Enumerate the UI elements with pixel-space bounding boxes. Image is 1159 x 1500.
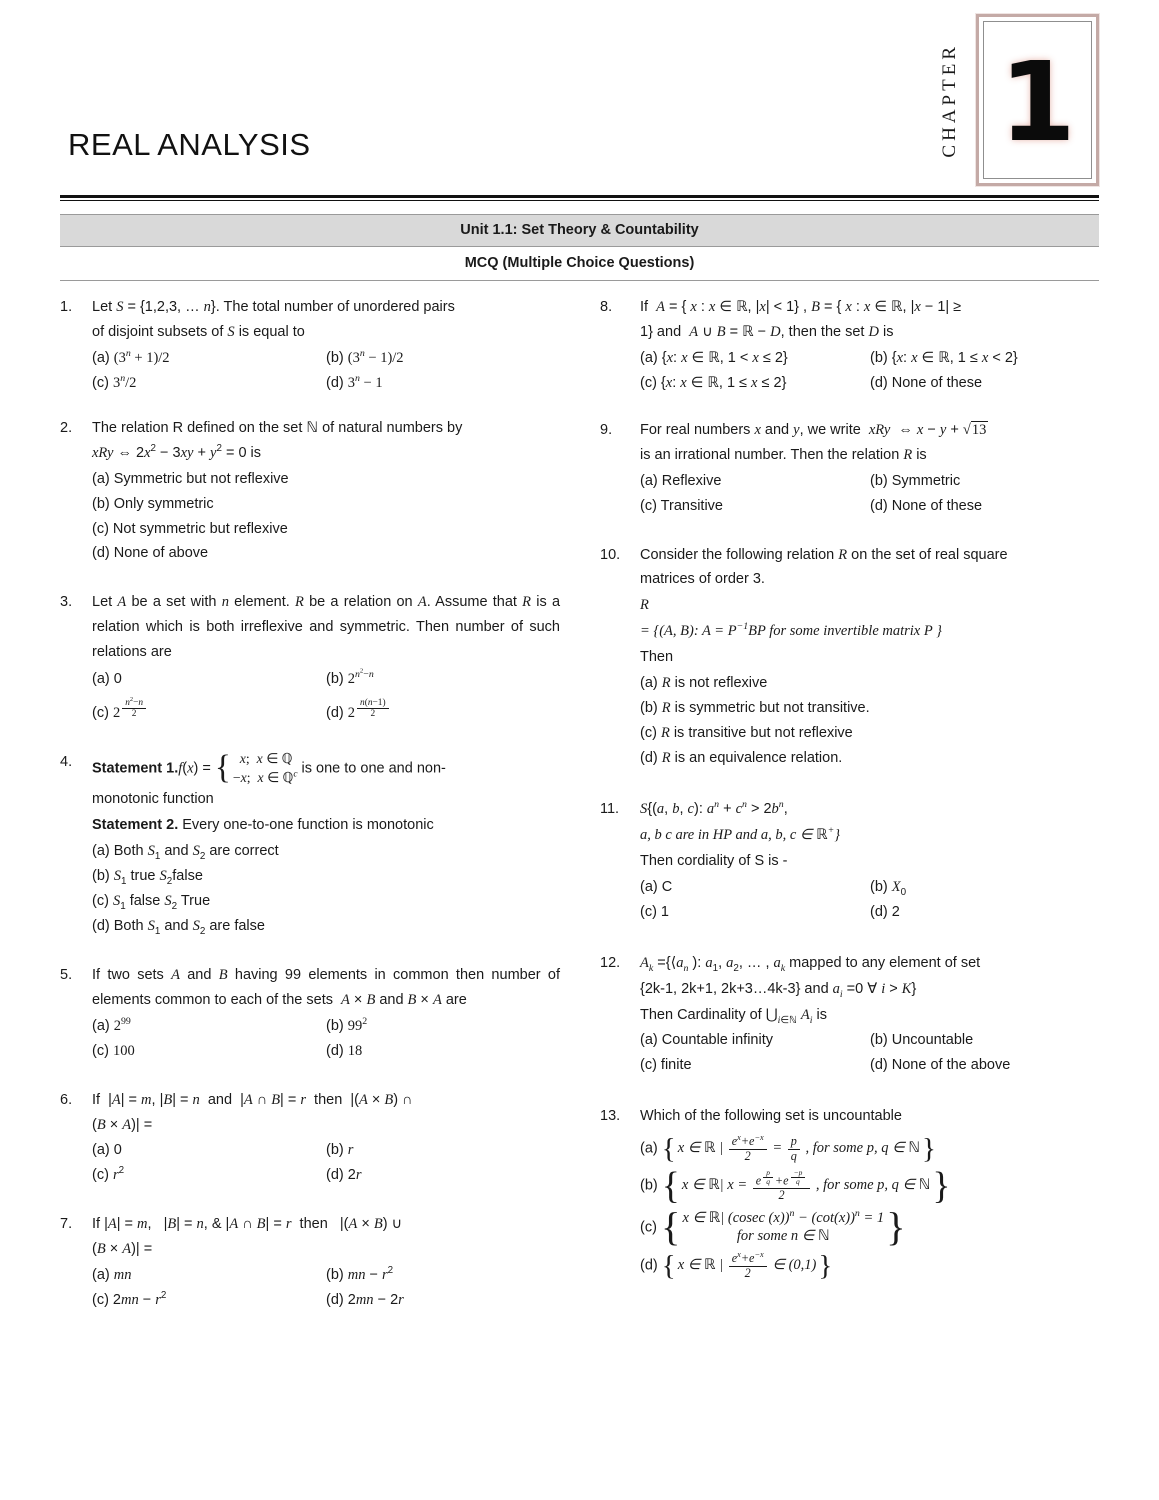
question-8-option-d[interactable]: (d) None of these bbox=[870, 374, 983, 391]
question-9-option-b[interactable]: (b) Symmetric bbox=[870, 472, 961, 489]
question-13-stem: Which of the following set is uncountable bbox=[640, 1108, 902, 1125]
question-12-option-c[interactable]: (c) finite bbox=[640, 1057, 692, 1074]
question-9-number: 9. bbox=[600, 421, 613, 438]
statement-1-label: Statement 1. bbox=[92, 760, 179, 777]
question-2-stem: The relation R defined on the set ℕ of natural numbers by xRy ⇔ $2x^2 - 3xy + y^2 = 0$ is bbox=[92, 419, 463, 461]
question-6-option-d[interactable]: (d) 2r bbox=[326, 1167, 362, 1184]
chapter-number: 1 bbox=[999, 38, 1076, 166]
question-10-option-d[interactable]: (d) R is an equivalence relation. bbox=[640, 750, 843, 766]
question-4-option-c[interactable]: (c) $S_1$ false $S_2$ True bbox=[92, 892, 211, 912]
question-1 bbox=[60, 295, 560, 396]
question-4-statement-2 bbox=[92, 813, 560, 838]
question-13-option-a[interactable]: (a) { x ∈ ℝ | $\frac{e^x+e^{-x}}{2}$ = $\frac{p}{q}$ , for some p, q ∈ ℕ } bbox=[640, 1133, 936, 1165]
question-8-number: 8. bbox=[600, 299, 613, 315]
question-13-number: 13. bbox=[600, 1108, 621, 1125]
question-11-option-b[interactable]: (b) $X_0$ bbox=[870, 878, 907, 898]
question-5-option-a[interactable]: (a) $2^{99}$ bbox=[92, 1015, 131, 1034]
question-6-option-c[interactable]: (c) $r^2$ bbox=[92, 1165, 125, 1184]
question-1-number: 1. bbox=[60, 299, 73, 315]
question-columns bbox=[60, 295, 1099, 1333]
question-5-option-c[interactable]: (c) 100 bbox=[92, 1042, 135, 1059]
question-1-stem: Let S = {1,2,3, … n}. The total number of unordered pairs of disjoint subsets of S is equal to bbox=[92, 299, 455, 340]
question-12-option-a[interactable]: (a) Countable infinity bbox=[640, 1032, 773, 1049]
question-13-option-b[interactable]: (b) { x ∈ ℝ| x = e $^{\frac{p}{q}}$ +e $^{\frac{-p}{q}}$ 2 , for some p, q ∈ ℕ } bbox=[640, 1164, 951, 1207]
question-3-option-d[interactable]: (d) 2 $^{\frac{n(n-1)}{2}}$ bbox=[326, 692, 560, 726]
question-4-number: 4. bbox=[60, 753, 73, 770]
question-1-option-d[interactable]: (d) $3^n - 1$ bbox=[326, 372, 383, 391]
question-9-option-c[interactable]: (c) Transitive bbox=[640, 497, 723, 514]
piecewise-row-1: x; x ∈ ℚ bbox=[239, 750, 293, 767]
question-13-option-c[interactable]: (c) { x ∈ ℝ| (cosec $(x))^n - (\cot(x))^n = 1$ for some n ∈ ℕ } bbox=[640, 1204, 906, 1250]
question-10-option-a[interactable]: (a) R is not reflexive bbox=[640, 675, 768, 692]
question-7 bbox=[60, 1212, 560, 1313]
question-12-stem-line1: $A_k$ $=\{⟨a_n$ ): $a_1$, $a_2$, … , $a_k$ mapped to any element of set bbox=[640, 954, 981, 974]
question-12 bbox=[600, 951, 1100, 1079]
question-4-statement-1: Statement 1.f(x) = { x; x ∈ ℚ −x; x ∈ ℚ$^c$ is one to one and non- monotonic function bbox=[92, 749, 446, 808]
question-13-option-d-label: (d) bbox=[640, 1257, 658, 1274]
question-13-option-d[interactable]: (d) { x ∈ ℝ | $\frac{e^x+e^{-x}}{2}$ ∈ (0,1) } bbox=[640, 1249, 833, 1282]
question-5-number: 5. bbox=[60, 966, 73, 983]
question-10-stem: Consider the following relation R on the set of real square matrices of order 3. bbox=[640, 546, 1008, 588]
page-header bbox=[60, 0, 1099, 195]
question-2-option-a[interactable]: (a) Symmetric but not reflexive bbox=[92, 470, 289, 487]
question-10-relation-definition: = {(A, B): $A = P^{-1}BP$ for some invertible matrix P } bbox=[640, 621, 942, 640]
question-3-option-c[interactable]: (c) 2 $^{\frac{n^2-n}{2}}$ bbox=[92, 692, 326, 726]
chapter-number-frame bbox=[976, 14, 1099, 186]
header-divider bbox=[60, 195, 1099, 201]
question-1-option-a[interactable]: (a) $(3^n + 1)/2$ bbox=[92, 348, 170, 366]
question-6-stem: If |A| = m, |B| = n and |A ∩ B| = r then |(A × B) ∩ (B × A)| = bbox=[92, 1091, 413, 1133]
question-10-option-c[interactable]: (c) R is transitive but not reflexive bbox=[640, 725, 853, 742]
chapter-label-text: CHAPTER bbox=[939, 42, 960, 158]
question-2 bbox=[60, 416, 560, 567]
question-7-number: 7. bbox=[60, 1216, 73, 1233]
question-12-option-d[interactable]: (d) None of the above bbox=[870, 1057, 1011, 1074]
question-4-option-b[interactable]: (b) $S_1$ true $S_2false$ bbox=[92, 868, 203, 887]
question-2-option-d[interactable]: (d) None of above bbox=[92, 545, 209, 562]
question-7-option-d[interactable]: (d) 2mn − 2r bbox=[326, 1292, 404, 1309]
question-2-option-c[interactable]: (c) Not symmetric but reflexive bbox=[92, 520, 288, 537]
question-5-stem: If two sets A and B having 99 elements in common then number of elements common to each of the sets A × B and B × A are bbox=[92, 966, 560, 1008]
question-8-stem: If A = { x : x ∈ ℝ, |x| < 1} , B = { x : x ∈ ℝ, |x − 1| ≥ 1} and A ∪ B = ℝ − D, then the set D is bbox=[640, 299, 962, 340]
question-8 bbox=[600, 295, 1100, 396]
question-13-option-b-label: (b) bbox=[640, 1177, 658, 1194]
unit-title-bar: Unit 1.1: Set Theory & Countability bbox=[60, 214, 1099, 247]
question-7-option-c[interactable]: (c) $2mn - r^2$ bbox=[92, 1290, 167, 1309]
question-2-option-b[interactable]: (b) Only symmetric bbox=[92, 495, 214, 512]
question-2-number: 2. bbox=[60, 419, 73, 436]
question-4 bbox=[60, 750, 560, 939]
question-11 bbox=[600, 797, 1100, 925]
question-5 bbox=[60, 963, 560, 1064]
question-13-option-c-line1: x ∈ ℝ| (cosec $(x))^n - (\cot(x))^n = 1$ bbox=[682, 1207, 885, 1226]
question-8-option-c[interactable]: (c) {x: x ∈ ℝ, 1 ≤ x ≤ 2} bbox=[640, 374, 787, 391]
question-9-stem: For real numbers x and y, we write xRy ⇔ x − y + √13 is an irrational number. Then the relation R is bbox=[640, 421, 987, 463]
question-6 bbox=[60, 1088, 560, 1189]
left-column bbox=[60, 295, 560, 1333]
question-3-stem: Let A be a set with n element. R be a relation on A. Assume that R is a relation which is both irreflexive and symmetric. Then number of such relations are bbox=[92, 594, 561, 661]
question-13 bbox=[600, 1104, 1100, 1280]
question-11-number: 11. bbox=[600, 800, 620, 817]
question-10-then: Then bbox=[640, 649, 674, 666]
question-12-number: 12. bbox=[600, 954, 621, 971]
question-13-option-c-label: (c) bbox=[640, 1219, 657, 1236]
question-12-stem-line3: Then Cardinality of $⋃_{i\in ℕ}$ $A_i$ is bbox=[640, 1006, 827, 1026]
question-6-number: 6. bbox=[60, 1091, 73, 1108]
question-1-option-c[interactable]: (c) 3$^n$/2 bbox=[92, 372, 137, 391]
question-13-option-a-label: (a) bbox=[640, 1140, 658, 1157]
question-10 bbox=[600, 543, 1100, 771]
question-11-option-c[interactable]: (c) 1 bbox=[640, 903, 669, 920]
question-7-option-a[interactable]: (a) mn bbox=[92, 1267, 132, 1284]
question-10-number: 10. bbox=[600, 546, 621, 563]
question-5-option-d[interactable]: (d) 18 bbox=[326, 1042, 363, 1059]
question-6-option-b[interactable]: (b) r bbox=[326, 1142, 354, 1159]
question-4-option-a[interactable]: (a) Both $S_1$ and $S_2$ are correct bbox=[92, 843, 279, 862]
question-13-option-c-line2: for some n ∈ ℕ bbox=[736, 1228, 830, 1245]
question-1-option-b[interactable]: (b) $(3^n - 1)/2$ bbox=[326, 348, 404, 366]
chapter-label bbox=[924, 14, 976, 186]
piecewise-function: { x; x ∈ ℚ −x; x ∈ ℚ$^c$ bbox=[214, 749, 298, 787]
statement-2-body: Every one-to-one function is monotonic bbox=[182, 817, 434, 834]
question-3-option-b[interactable]: (b) $2^{n^2-n}$ bbox=[326, 668, 374, 688]
question-12-stem-line2: {2k-1, 2k+1, 2k+3…4k-3} and $a_i =0$ ∀ i > K} bbox=[640, 980, 917, 1000]
question-5-option-b[interactable]: (b) $99^2$ bbox=[326, 1015, 368, 1034]
question-3-option-a[interactable]: (a) 0 bbox=[92, 671, 122, 688]
question-11-stem-line2: a, b c are in HP and a, b, c ∈ ℝ+} bbox=[640, 825, 841, 843]
question-6-option-a[interactable]: (a) 0 bbox=[92, 1142, 122, 1159]
question-11-stem-line1: S{(a, b, c): $a^n + c^n > 2b^n$, bbox=[640, 799, 788, 817]
question-8-option-b[interactable]: (b) {x: x ∈ ℝ, 1 ≤ x < 2} bbox=[870, 349, 1018, 366]
right-column bbox=[600, 295, 1100, 1333]
question-11-option-a[interactable]: (a) C bbox=[640, 878, 673, 895]
piecewise-row-2: −x; x ∈ ℚ$^c$ bbox=[232, 768, 298, 786]
question-9 bbox=[600, 418, 1100, 519]
question-11-stem-line3: Then cordiality of S is - bbox=[640, 852, 788, 869]
question-9-option-a[interactable]: (a) Reflexive bbox=[640, 472, 722, 489]
question-3 bbox=[60, 590, 560, 726]
statement-2-label: Statement 2. bbox=[92, 817, 179, 834]
question-4-option-d[interactable]: (d) Both $S_1$ and $S_2$ are false bbox=[92, 917, 265, 937]
question-10-relation-symbol: R bbox=[640, 597, 649, 614]
mcq-section-bar: MCQ (Multiple Choice Questions) bbox=[60, 247, 1099, 281]
question-3-number: 3. bbox=[60, 594, 73, 611]
question-9-option-d[interactable]: (d) None of these bbox=[870, 497, 983, 514]
chapter-badge bbox=[924, 14, 1099, 186]
question-8-option-a[interactable]: (a) {x: x ∈ ℝ, 1 < x ≤ 2} bbox=[640, 349, 788, 366]
question-7-option-b[interactable]: (b) mn − $r^2$ bbox=[326, 1265, 394, 1284]
question-10-option-b[interactable]: (b) R is symmetric but not transitive. bbox=[640, 700, 870, 717]
question-11-option-d[interactable]: (d) 2 bbox=[870, 903, 900, 920]
question-7-stem: If |A| = m, |B| = n, & |A ∩ B| = r then |(A × B) ∪ (B × A)| = bbox=[92, 1216, 403, 1258]
question-12-option-b[interactable]: (b) Uncountable bbox=[870, 1032, 974, 1049]
page-title: REAL ANALYSIS bbox=[68, 127, 311, 162]
